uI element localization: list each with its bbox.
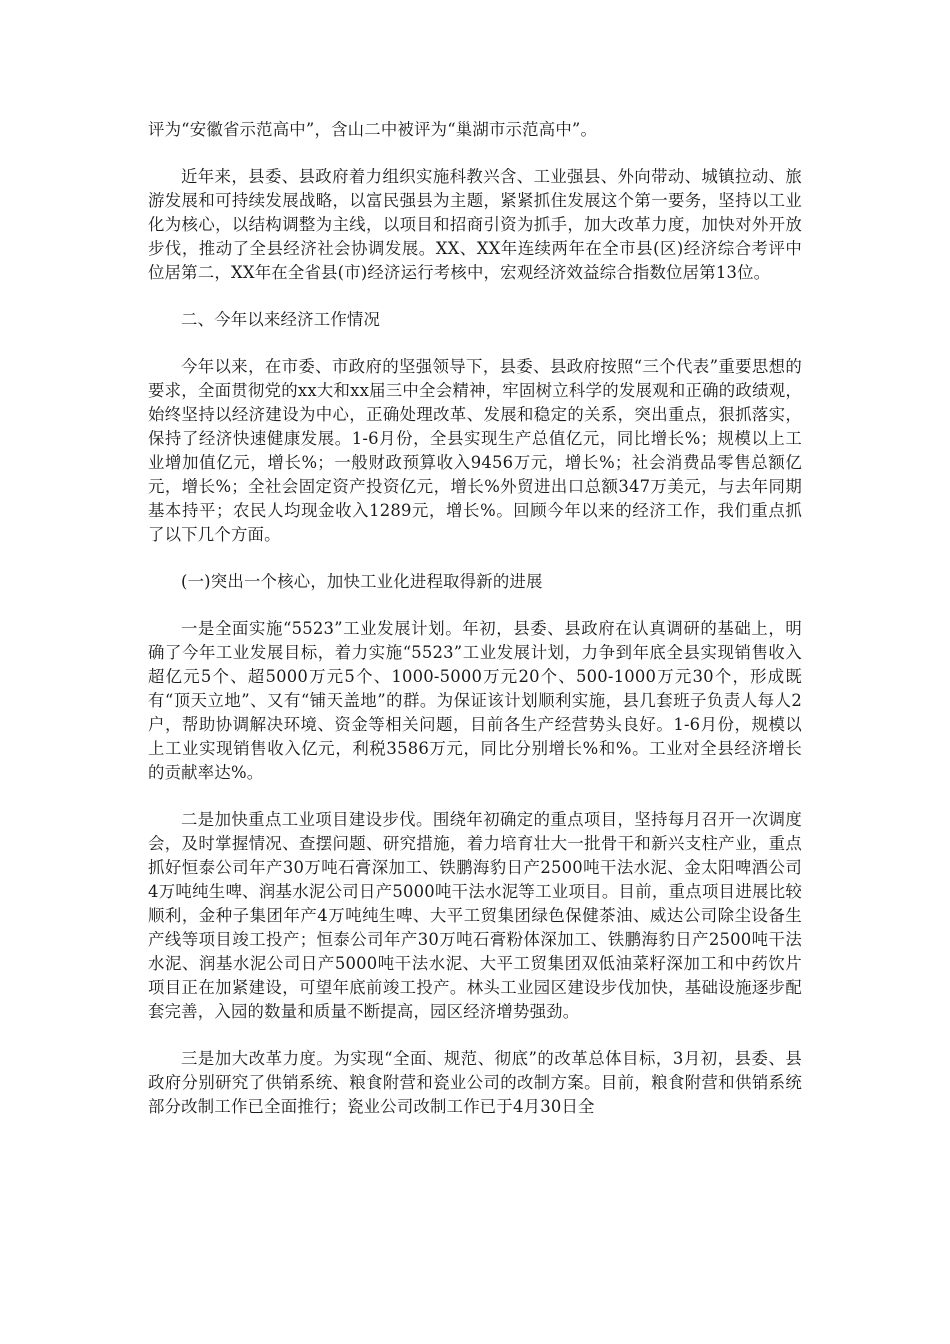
paragraph-key-projects: 二是加快重点工业项目建设步伐。围绕年初确定的重点项目，坚持每月召开一次调度会，及时掌握情况、查摆问题、研究措施，着力培育壮大一批骨干和新兴支柱产业，重点抓好恒泰公司年产30万吨石膏深加工、铁鹏海豹日产2500吨干法水泥、金太阳啤酒公司4万吨纯生啤、润基水泥公司日产5000吨干法水泥等工业项目。目前，重点项目进展比较顺利，金种子集团年产4万吨纯生啤、大平工贸集团绿色保健茶油、威达公司除尘设备生产线等项目竣工投产；恒泰公司年产30万吨石膏粉体深加工、铁鹏海豹日产2500吨干法水泥、润基水泥公司日产5000吨干法水泥、大平工贸集团双低油菜籽深加工和中药饮片项目正在加紧建设，可望年底前竣工投产。林头工业园区建设步伐加快，基础设施逐步配套完善，入园的数量和质量不断提高，园区经济增势强劲。 <box>148 810 802 1021</box>
paragraph-economic-strategy: 近年来，县委、县政府着力组织实施科教兴含、工业强县、外向带动、城镇拉动、旅游发展和可持续发展战略，以富民强县为主题，紧紧抓住发展这个第一要务，坚持以工业化为核心，以结构调整为主线，以项目和招商引资为抓手，加大改革力度，加快对外开放步伐，推动了全县经济社会协调发展。XX、XX年连续两年在全市县(区)经济综合考评中位居第二，XX年在全省县(市)经济运行考核中，宏观经济效益综合指数位居第13位。 <box>148 167 802 282</box>
section-heading-economic-work: 二、今年以来经济工作情况 <box>181 310 381 329</box>
paragraph-reform: 三是加大改革力度。为实现“全面、规范、彻底”的改革总体目标，3月初，县委、县政府分别研究了供销系统、粮食附营和瓷业公司的改制方案。目前，粮食附营和供销系统部分改制工作已全面推行；瓷业公司改制工作已于4月30日全 <box>148 1049 802 1116</box>
paragraph-economic-overview: 今年以来，在市委、市政府的坚强领导下，县委、县政府按照“三个代表”重要思想的要求，全面贯彻党的xx大和xx届三中全会精神，牢固树立科学的发展观和正确的政绩观，始终坚持以经济建设为中心，正确处理改革、发展和稳定的关系，突出重点，狠抓落实，保持了经济快速健康发展。1-6月份，全县实现生产总值亿元，同比增长%；规模以上工业增加值亿元，增长%；一般财政预算收入9456万元，增长%；社会消费品零售总额亿元，增长%；全社会固定资产投资亿元，增长%外贸进出口总额347万美元，与去年同期基本持平；农民人均现金收入1289元，增长%。回顾今年以来的经济工作，我们重点抓了以下几个方面。 <box>148 357 802 544</box>
paragraph-continuation: 评为“安徽省示范高中”，含山二中被评为“巢湖市示范高中”。 <box>148 120 598 139</box>
document-body <box>148 118 802 1142</box>
paragraph-industry-plan: 一是全面实施“5523”工业发展计划。年初，县委、县政府在认真调研的基础上，明确了今年工业发展目标，着力实施“5523”工业发展计划，力争到年底全县实现销售收入超亿元5个、超5000万元5个、1000-5000万元20个、500-1000万元30个，形成既有“顶天立地”、又有“铺天盖地”的群。为保证该计划顺利实施，县几套班子负责人每人2户，帮助协调解决环境、资金等相关问题，目前各生产经营势头良好。1-6月份，规模以上工业实现销售收入亿元，利税3586万元，同比分别增长%和%。工业对全县经济增长的贡献率达%。 <box>148 619 802 782</box>
subsection-heading-industrialization: (一)突出一个核心，加快工业化进程取得新的进展 <box>181 572 543 591</box>
